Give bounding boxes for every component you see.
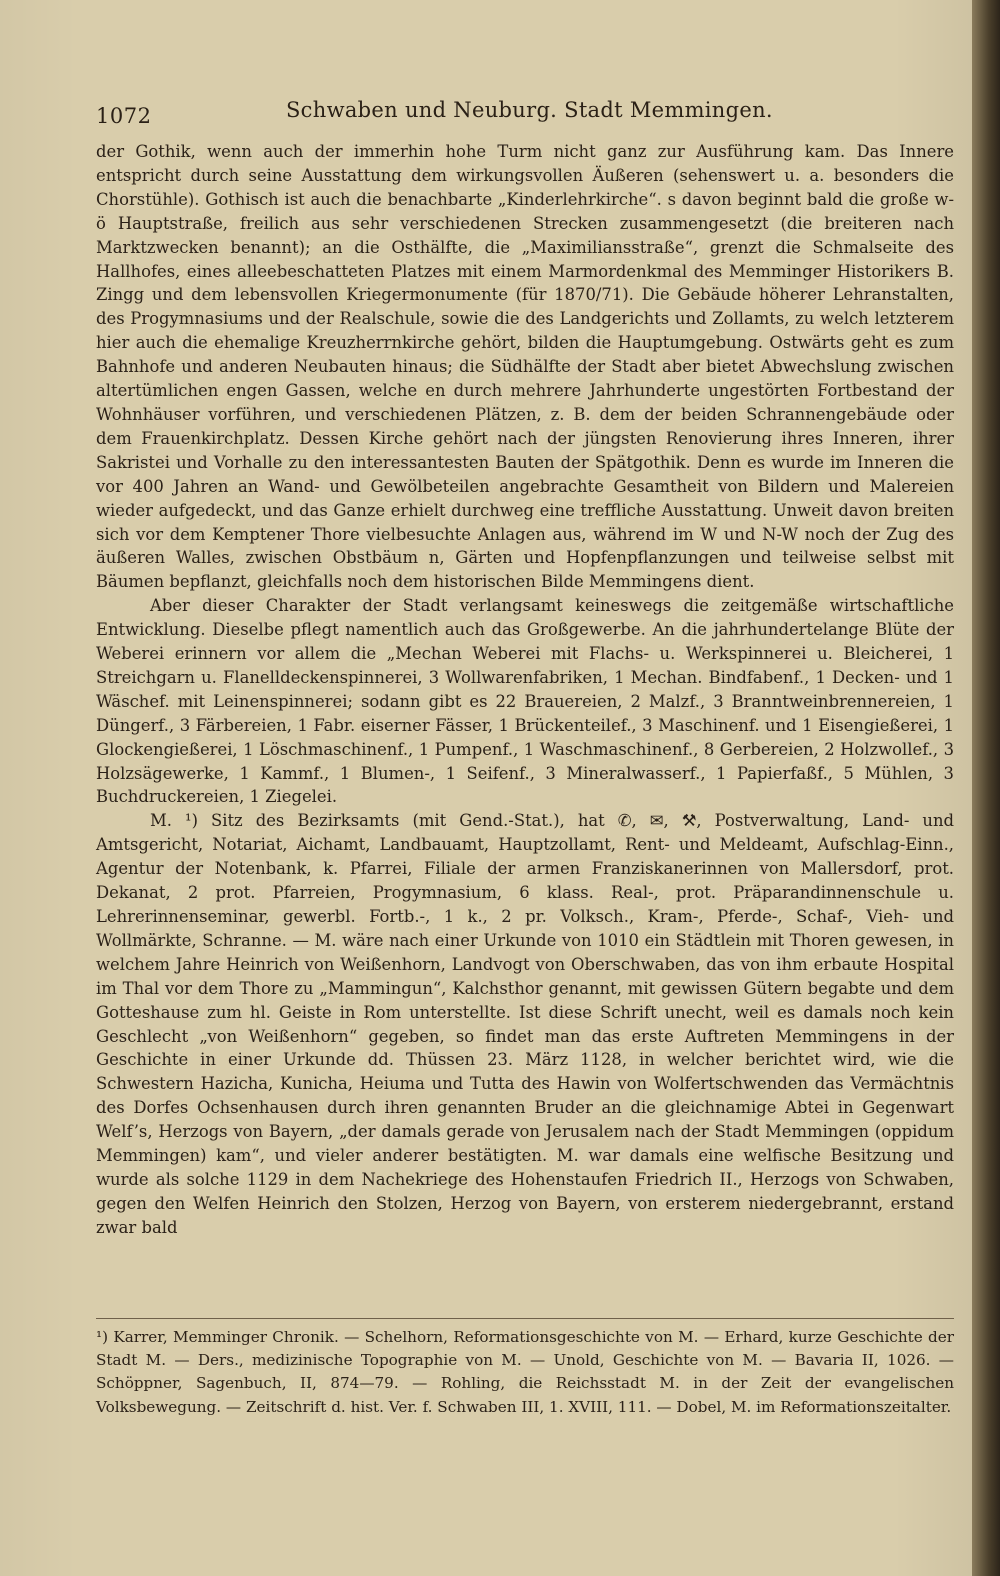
page-number: 1072 [96,104,152,128]
running-head: Schwaben und Neuburg. Stadt Memmingen. [286,98,773,122]
footnotes [96,1326,954,1419]
book-binding-edge [972,0,1000,1576]
footnote-divider [96,1318,954,1319]
paragraph-industry: Aber dieser Charakter der Stadt verlangsamt keineswegs die zeitgemäße wirtschaftliche Entwicklung. Dieselbe pflegt namentlich auch das Großgewerbe. An die jahrhundertelange Blüte der Weberei erinnern vor allem die „Mechan Weberei mit Flachs- u. Werkspinnerei u. Bleicherei, 1 Streichgarn u. Flanelldeckenspinnerei, 3 Wollwarenfabriken, 1 Mechan. Bindfabenf., 1 Decken- und 1 Wäschef. mit Leinenspinnerei; sodann gibt es 22 Brauereien, 2 Malzf., 3 Branntweinbrennereien, 1 Düngerf., 3 Färbereien, 1 Fabr. eiserner Fässer, 1 Brückenteilef., 3 Maschinenf. und 1 Eisengießerei, 1 Glockengießerei, 1 Löschmaschinenf., 1 Pumpenf., 1 Waschmaschinenf., 8 Gerbereien, 2 Holzwollef., 3 Holzsägewerke, 1 Kammf., 1 Blumen-, 1 Seifenf., 3 Mineralwasserf., 1 Papierfaßf., 5 Mühlen, 3 Buchdruckereien, 1 Ziegelei. [96,596,954,807]
paragraph-history: M. ¹) Sitz des Bezirksamts (mit Gend.-Stat.), hat ✆, ✉, ⚒, Postverwaltung, Land- und Amtsgericht, Notariat, Aichamt, Landbauamt, Hauptzollamt, Rent- und Meldeamt, Aufschlag-Einn., Agentur der Notenbank, k. Pfarrei, Filiale der armen Franziskanerinnen von Mallersdorf, prot. Dekanat, 2 prot. Pfarreien, Progymnasium, 6 klass. Real-, prot. Präparandinnenschule u. Lehrerinnenseminar, gewerbl. Fortb.-, 1 k., 2 pr. Volksch., Kram-, Pferde-, Schaf-, Vieh- und Wollmärkte, Schranne. — M. wäre nach einer Urkunde von 1010 ein Städtlein mit Thoren gewesen, in welchem Jahre Heinrich von Weißenhorn, Landvogt von Oberschwaben, das von ihm erbaute Hospital im Thal vor dem Thore zu „Mammingun“, Kalchsthor genannt, mit gewissen Gütern begabte und dem Gotteshause zum hl. Geiste in Rom unterstellte. Ist diese Schrift unecht, weil es damals noch kein Geschlecht „von Weißenhorn“ gegeben, so findet man das erste Auftreten Memmingens in der Geschichte in einer Urkunde dd. Thüssen 23. März 1128, in welcher berichtet wird, wie die Schwestern Hazicha, Kunicha, Heiuma und Tutta des Hawin von Wolfertschwenden das Vermächtnis des Dorfes Ochsenhausen durch ihren genannten Bruder an die gleichnamige Abtei in Gegenwart Welf’s, Herzogs von Bayern, „der damals gerade von Jerusalem nach der Stadt Memmingen (oppidum Memmingen) kam“, und vieler anderer bestätigten. M. war damals eine welfische Besitzung und wurde als solche 1129 in dem Nachekriege des Hohenstaufen Friedrich II., Herzogs von Schwaben, gegen den Welfen Heinrich den Stolzen, Herzog von Bayern, von ersterem niedergebrannt, erstand zwar bald [96,811,954,1237]
footnote-1: ¹) Karrer, Memminger Chronik. — Schelhorn, Reformationsgeschichte von M. — Erhard, kurze Geschichte der Stadt M. — Ders., medizinische Topographie von M. — Unold, Geschichte von M. — Bavaria II, 1026. — Schöppner, Sagenbuch, II, 874—79. — Rohling, die Reichsstadt M. in der Zeit der evangelischen Volksbewegung. — Zeitschrift d. hist. Ver. f. Schwaben III, 1. XVIII, 111. — Dobel, M. im Reformationszeitalter. [96,1328,954,1416]
page-header [96,96,956,136]
body-text [96,140,954,1240]
paragraph-city-description: der Gothik, wenn auch der immerhin hohe Turm nicht ganz zur Ausführung kam. Das Innere entspricht durch seine Ausstattung dem wirkungsvollen Äußeren (sehenswert u. a. besonders die Chorstühle). Gothisch ist auch die benachbarte „Kinderlehrkirche“. s davon beginnt bald die große w-ö Hauptstraße, freilich aus sehr verschiedenen Strecken zusammengesetzt (die breiteren nach Marktzwecken benannt); an die Osthälfte, die „Maximiliansstraße“, grenzt die Schmalseite des Hallhofes, eines alleebeschatteten Platzes mit einem Marmordenkmal des Memminger Historikers B. Zingg und dem lebensvollen Kriegermonumente (für 1870/71). Die Gebäude höherer Lehranstalten, des Progymnasiums und der Realschule, sowie die des Landgerichts und Zollamts, zu welch letzterem hier auch die ehemalige Kreuzherrnkirche gehört, bilden die Hauptumgebung. Ostwärts geht es zum Bahnhofe und anderen Neubauten hinaus; die Südhälfte der Stadt aber bietet Abwechslung zwischen altertümlichen engen Gassen, welche en durch mehrere Jahrhunderte ungestörten Fortbestand der Wohnhäuser vorführen, und verschiedenen Plätzen, z. B. dem der beiden Schrannengebäude oder dem Frauenkirchplatz. Dessen Kirche gehört nach der jüngsten Renovierung ihres Inneren, ihrer Sakristei und Vorhalle zu den interessantesten Bauten der Spätgothik. Denn es wurde im Inneren die vor 400 Jahren an Wand- und Gewölbeteilen angebrachte Gesamtheit von Bildern und Malereien wieder aufgedeckt, und das Ganze erhielt durchweg eine treffliche Ausstattung. Unweit davon breiten sich vor dem Kemptener Thore vielbesuchte Anlagen aus, während im W und N-W noch der Zug des äußeren Walles, zwischen Obstbäum n, Gärten und Hopfenpflanzungen und teilweise selbst mit Bäumen bepflanzt, gleichfalls noch dem historischen Bilde Memmingens dient. [96,142,954,592]
